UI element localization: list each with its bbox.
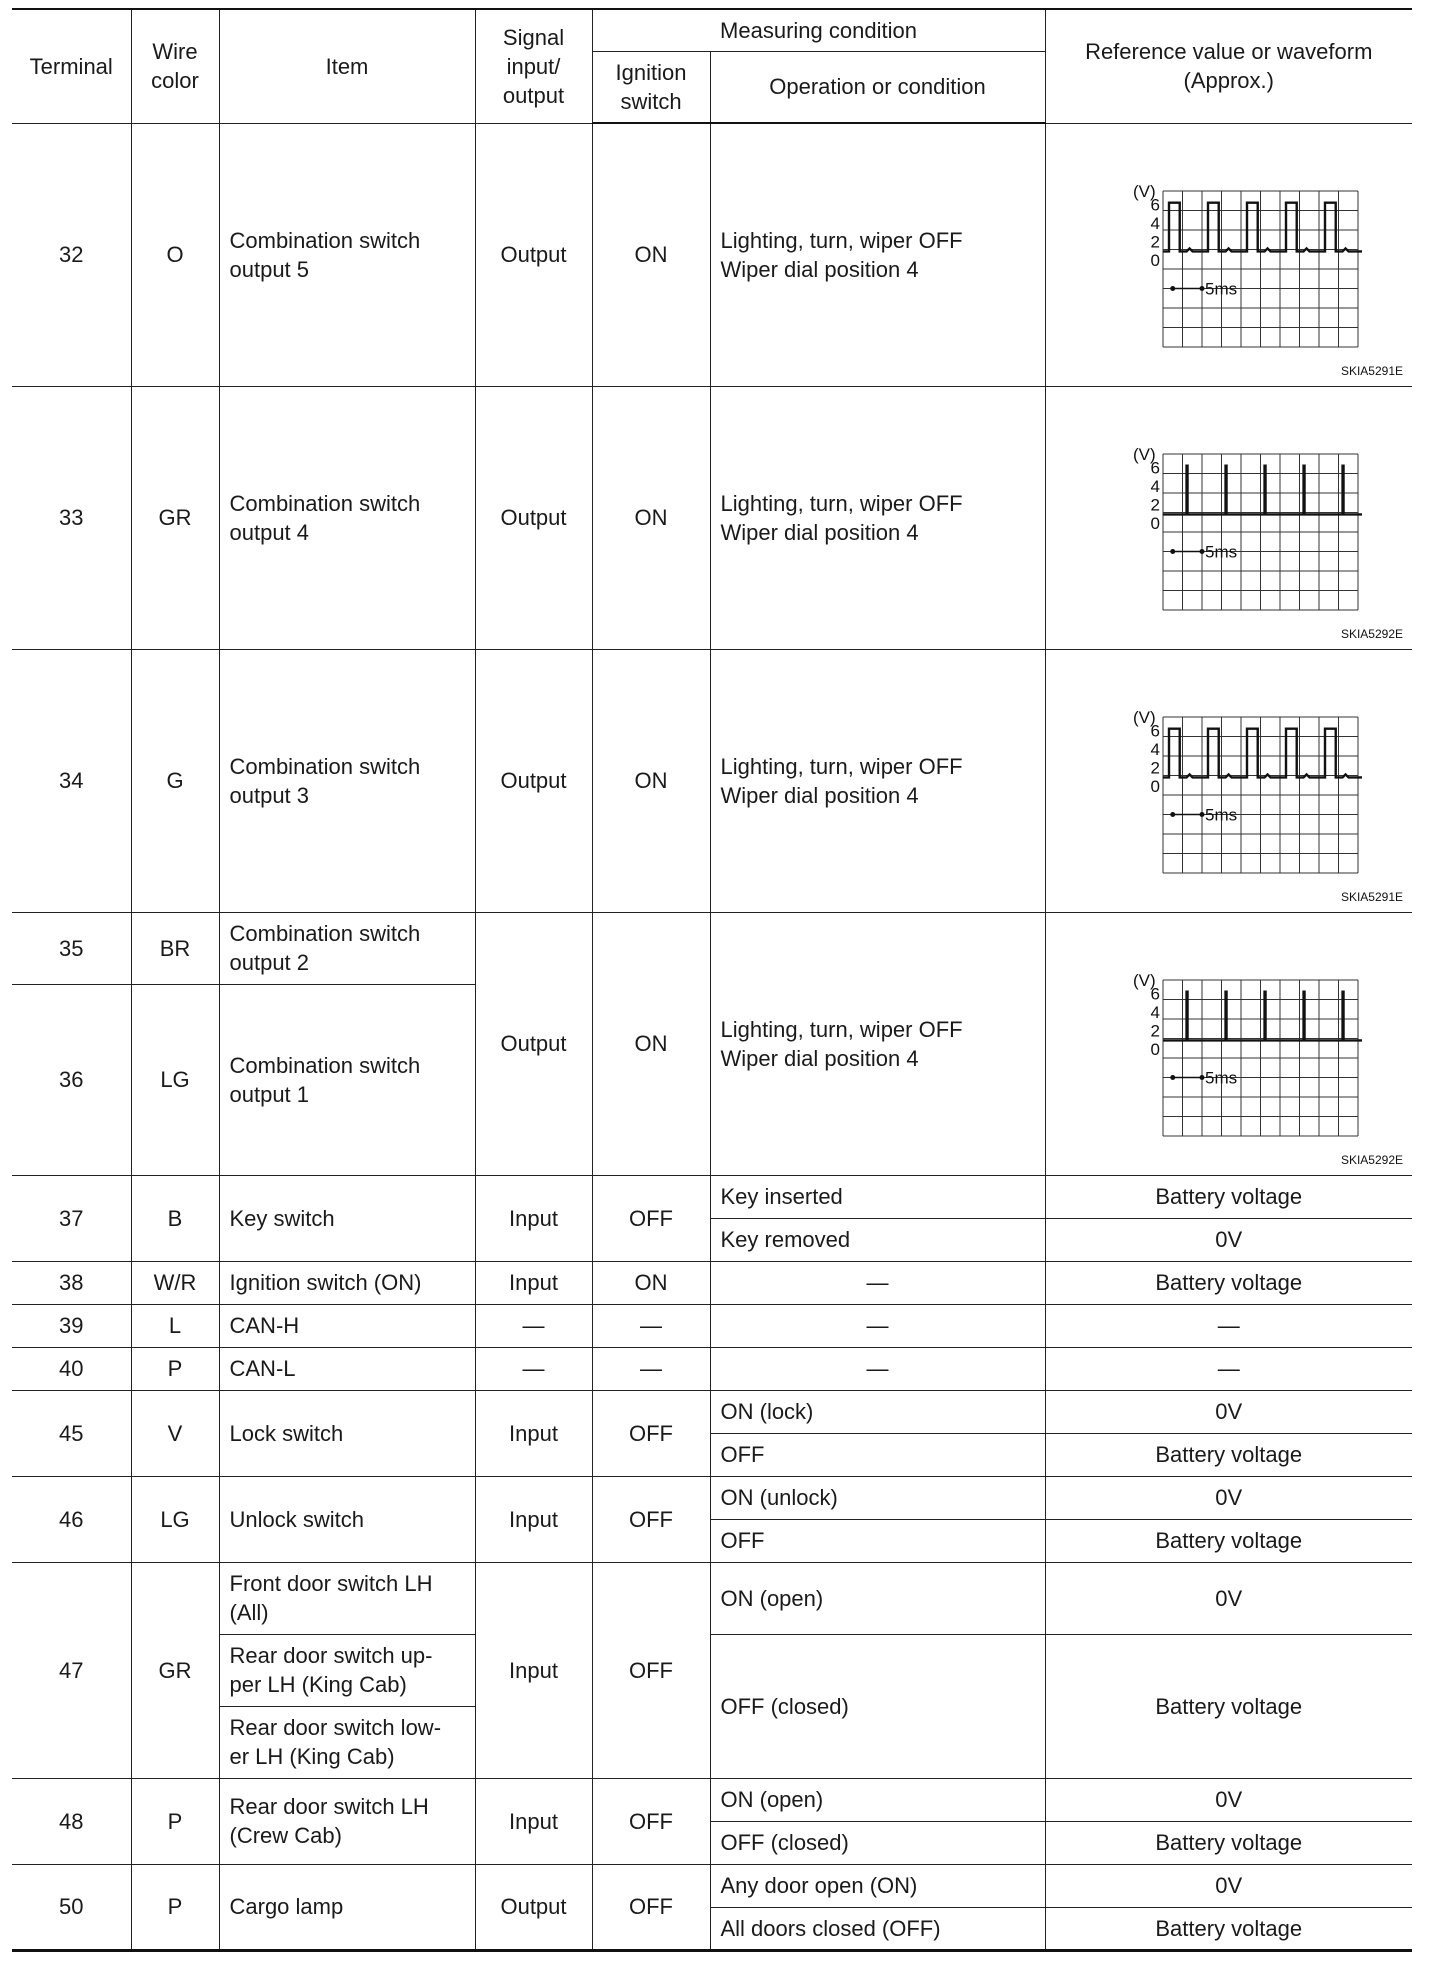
ignition-cell: ON [592,1261,710,1304]
signal-cell: Input [475,1175,592,1261]
time-scale-label: 5ms [1204,1068,1237,1087]
header-operation: Operation or condition [710,51,1045,123]
signal-cell: Input [475,1562,592,1778]
value-cell: Battery voltage [1045,1519,1412,1562]
item-cell: Rear door switch up- per LH (King Cab) [219,1634,475,1706]
value-cell: 0V [1045,1218,1412,1261]
row-terminal-46 [12,1476,1412,1519]
terminal-cell: 48 [12,1778,131,1864]
row-terminal-32 [12,123,1412,386]
waveform-y-tick-label: 6 [1150,195,1160,215]
waveform-y-tick-label: 2 [1150,1021,1160,1041]
wire-cell: W/R [131,1261,219,1304]
figure-code-label: SKIA5291E [1340,889,1403,904]
row-terminal-35 [12,912,1412,984]
item-cell: Combination switch output 1 [219,984,475,1175]
item-cell: Key switch [219,1175,475,1261]
waveform-cell [1045,912,1412,1175]
header-item: Item [219,9,475,123]
wire-cell: LG [131,984,219,1175]
value-cell: 0V [1045,1476,1412,1519]
header-reference: Reference value or waveform (Approx.) [1045,9,1412,123]
operation-cell: ON (open) [710,1778,1045,1821]
value-cell: 0V [1045,1864,1412,1907]
item-cell: Rear door switch LH (Crew Cab) [219,1778,475,1864]
operation-cell: — [710,1347,1045,1390]
header-ignition: Ignition switch [592,51,710,123]
signal-cell: Output [475,123,592,386]
figure-code-label: SKIA5291E [1340,363,1403,378]
wire-cell: GR [131,1562,219,1778]
operation-cell: Lighting, turn, wiper OFF Wiper dial position 4 [710,123,1045,386]
terminal-cell: 39 [12,1304,131,1347]
waveform-y-tick-label: 2 [1150,495,1160,515]
ignition-cell: OFF [592,1476,710,1562]
time-scale-arrow-end [1199,286,1204,291]
waveform-cell [1045,386,1412,649]
waveform-y-tick-label: 4 [1150,739,1160,759]
wire-cell: P [131,1347,219,1390]
row-terminal-40 [12,1347,1412,1390]
value-cell: Battery voltage [1045,1634,1412,1778]
operation-cell: ON (open) [710,1562,1045,1634]
operation-cell: — [710,1304,1045,1347]
waveform-y-tick-label: 6 [1150,721,1160,741]
item-cell: Rear door switch low- er LH (King Cab) [219,1706,475,1778]
time-scale-label: 5ms [1204,542,1237,561]
item-cell: Combination switch output 2 [219,912,475,984]
time-scale-arrow-end [1170,1075,1175,1080]
operation-cell: Any door open (ON) [710,1864,1045,1907]
value-cell: 0V [1045,1390,1412,1433]
operation-cell: ON (unlock) [710,1476,1045,1519]
operation-cell: Key inserted [710,1175,1045,1218]
item-cell: CAN-H [219,1304,475,1347]
time-scale-arrow-end [1170,286,1175,291]
ignition-cell: OFF [592,1562,710,1778]
operation-cell: Lighting, turn, wiper OFF Wiper dial position 4 [710,386,1045,649]
item-cell: Combination switch output 5 [219,123,475,386]
row-terminal-38 [12,1261,1412,1304]
terminal-cell: 40 [12,1347,131,1390]
terminal-cell: 33 [12,386,131,649]
signal-cell: Input [475,1390,592,1476]
wire-cell: LG [131,1476,219,1562]
waveform-y-tick-label: 0 [1150,250,1160,270]
value-cell: Battery voltage [1045,1907,1412,1950]
row-terminal-48 [12,1778,1412,1821]
time-scale-arrow-end [1199,812,1204,817]
ignition-cell: OFF [592,1778,710,1864]
value-cell: — [1045,1347,1412,1390]
operation-cell: Lighting, turn, wiper OFF Wiper dial position 4 [710,649,1045,912]
header-signal: Signal input/ output [475,9,592,123]
terminal-cell: 47 [12,1562,131,1778]
wire-cell: B [131,1175,219,1261]
item-cell: Combination switch output 3 [219,649,475,912]
signal-cell: Input [475,1261,592,1304]
waveform-y-tick-label: 4 [1150,213,1160,233]
signal-cell: Output [475,912,592,1175]
time-scale-arrow-end [1170,549,1175,554]
signal-cell: Input [475,1778,592,1864]
ignition-cell: OFF [592,1175,710,1261]
operation-cell: Key removed [710,1218,1045,1261]
waveform-unit-label: (V) [1132,181,1156,201]
item-cell: Cargo lamp [219,1864,475,1950]
signal-cell: Output [475,386,592,649]
terminal-reference-table-sheet [12,8,1412,1952]
waveform-unit-label: (V) [1132,707,1156,727]
item-cell: Front door switch LH (All) [219,1562,475,1634]
ignition-cell: ON [592,123,710,386]
waveform-y-tick-label: 0 [1150,776,1160,796]
wire-cell: P [131,1778,219,1864]
waveform-chart [1079,934,1403,1167]
row-terminal-47-b [12,1634,1412,1706]
waveform-y-tick-label: 4 [1150,476,1160,496]
waveform-y-tick-label: 0 [1150,513,1160,533]
terminal-cell: 37 [12,1175,131,1261]
waveform-y-tick-label: 6 [1150,984,1160,1004]
time-scale-label: 5ms [1204,279,1237,298]
row-terminal-47 [12,1562,1412,1634]
signal-cell: — [475,1347,592,1390]
time-scale-label: 5ms [1204,805,1237,824]
row-terminal-37 [12,1175,1412,1218]
header-wire-color: Wire color [131,9,219,123]
operation-cell: OFF (closed) [710,1821,1045,1864]
value-cell: Battery voltage [1045,1261,1412,1304]
wire-cell: O [131,123,219,386]
wire-cell: G [131,649,219,912]
terminal-cell: 46 [12,1476,131,1562]
operation-cell: Lighting, turn, wiper OFF Wiper dial position 4 [710,912,1045,1175]
item-cell: Unlock switch [219,1476,475,1562]
figure-code-label: SKIA5292E [1340,626,1403,641]
operation-cell: OFF [710,1519,1045,1562]
item-cell: Lock switch [219,1390,475,1476]
waveform-y-tick-label: 0 [1150,1039,1160,1059]
terminal-cell: 36 [12,984,131,1175]
operation-cell: — [710,1261,1045,1304]
row-terminal-39 [12,1304,1412,1347]
value-cell: — [1045,1304,1412,1347]
wire-cell: P [131,1864,219,1950]
value-cell: Battery voltage [1045,1821,1412,1864]
time-scale-arrow-end [1170,812,1175,817]
waveform-unit-label: (V) [1132,444,1156,464]
terminal-cell: 35 [12,912,131,984]
signal-cell: Input [475,1476,592,1562]
ignition-cell: ON [592,649,710,912]
signal-cell: Output [475,649,592,912]
terminal-cell: 50 [12,1864,131,1950]
value-cell: 0V [1045,1778,1412,1821]
value-cell: Battery voltage [1045,1175,1412,1218]
waveform-chart [1079,671,1403,904]
waveform-y-tick-label: 2 [1150,232,1160,252]
ignition-cell: OFF [592,1390,710,1476]
item-cell: Combination switch output 4 [219,386,475,649]
waveform-cell [1045,123,1412,386]
ignition-cell: ON [592,912,710,1175]
operation-cell: OFF [710,1433,1045,1476]
waveform-unit-label: (V) [1132,970,1156,990]
ignition-cell: ON [592,386,710,649]
ignition-cell: OFF [592,1864,710,1950]
waveform-chart [1079,408,1403,641]
header-measuring-condition: Measuring condition [592,9,1045,51]
wire-cell: L [131,1304,219,1347]
row-terminal-45 [12,1390,1412,1433]
wire-cell: GR [131,386,219,649]
time-scale-arrow-end [1199,549,1204,554]
waveform-y-tick-label: 4 [1150,1002,1160,1022]
operation-cell: OFF (closed) [710,1634,1045,1778]
wire-cell: V [131,1390,219,1476]
value-cell: Battery voltage [1045,1433,1412,1476]
figure-code-label: SKIA5292E [1340,1152,1403,1167]
waveform-cell [1045,649,1412,912]
terminal-cell: 38 [12,1261,131,1304]
terminal-reference-table [12,8,1412,1952]
ignition-cell: — [592,1304,710,1347]
item-cell: CAN-L [219,1347,475,1390]
terminal-cell: 32 [12,123,131,386]
row-terminal-33 [12,386,1412,649]
wire-cell: BR [131,912,219,984]
ignition-cell: — [592,1347,710,1390]
row-terminal-50 [12,1864,1412,1907]
signal-cell: Output [475,1864,592,1950]
header-terminal: Terminal [12,9,131,123]
row-terminal-34 [12,649,1412,912]
signal-cell: — [475,1304,592,1347]
item-cell: Ignition switch (ON) [219,1261,475,1304]
waveform-chart [1079,145,1403,378]
operation-cell: All doors closed (OFF) [710,1907,1045,1950]
header-row-1 [12,9,1412,51]
time-scale-arrow-end [1199,1075,1204,1080]
value-cell: 0V [1045,1562,1412,1634]
waveform-y-tick-label: 2 [1150,758,1160,778]
terminal-cell: 45 [12,1390,131,1476]
waveform-y-tick-label: 6 [1150,458,1160,478]
terminal-cell: 34 [12,649,131,912]
operation-cell: ON (lock) [710,1390,1045,1433]
